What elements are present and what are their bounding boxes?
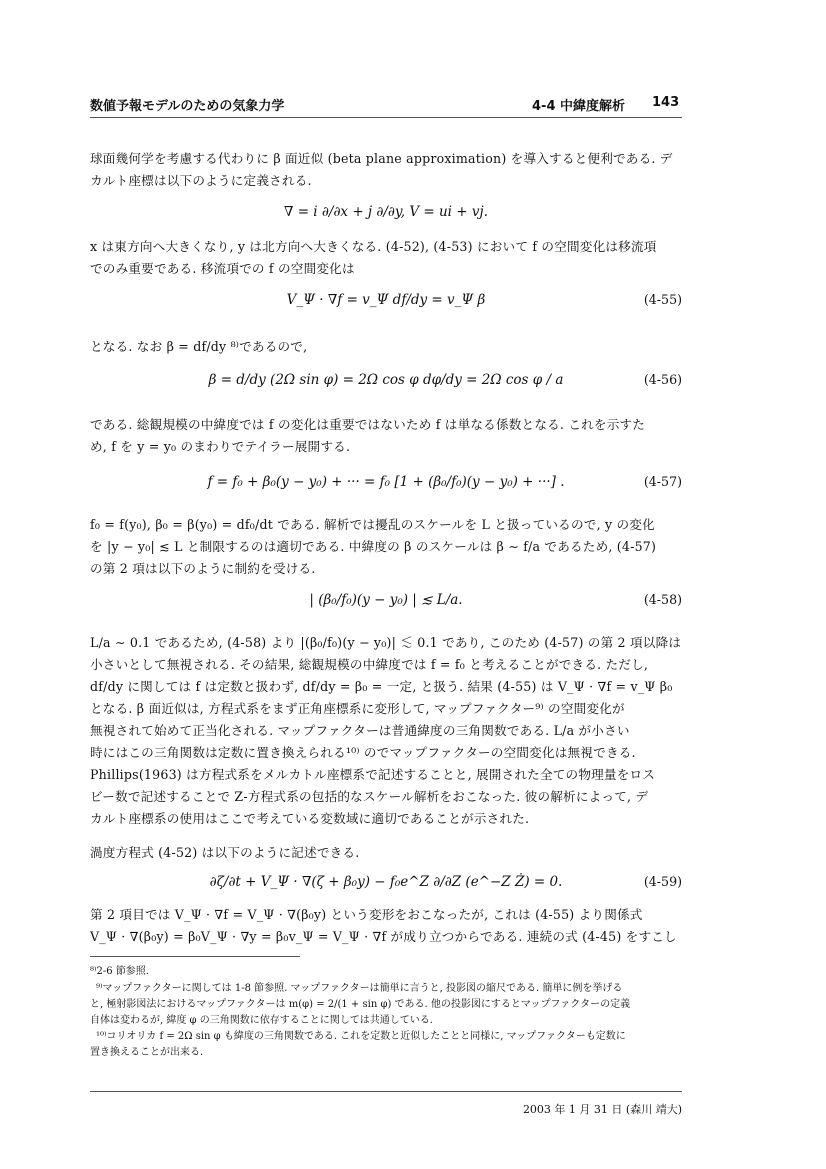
- text-line: を |y − y₀| ≲ L と制限するのは適切である. 中緯度の β のスケールは β ∼ f/a であるため, (4-57): [90, 539, 657, 554]
- text-line: カルト座標系の使用はここで考えている変数域に適切であることが示された.: [90, 811, 530, 826]
- equation-4-58: | (β₀/f₀)(y − y₀) | ≲ L/a.: [309, 592, 463, 608]
- footer-date-author: 2003 年 1 月 31 日 (森川 靖大): [522, 1103, 682, 1116]
- footnote: ¹⁰⁾コリオリカ f = 2Ω sin φ も緯度の三角関数である. これを定数と近似したことと同様に, マップファクターも定数に: [96, 1031, 626, 1042]
- text-line: 第 2 項目では V_Ψ · ∇f = V_Ψ · ∇(β₀y) という変形をおこなったが, これは (4-55) より関係式: [90, 907, 643, 922]
- footer-rule: [90, 1091, 682, 1092]
- text-line: でのみ重要である. 移流項での f の空間変化は: [90, 261, 355, 276]
- text-line: め, f を y = y₀ のまわりでテイラー展開する.: [90, 439, 351, 454]
- footnote-rule: [90, 956, 300, 957]
- text-line: の第 2 項は以下のように制約を受ける.: [90, 561, 316, 576]
- equation-number: (4-59): [643, 874, 682, 889]
- footnote: ⁸⁾2-6 節参照.: [90, 966, 149, 977]
- text-line: L/a ∼ 0.1 であるため, (4-58) より |(β₀/f₀)(y − y₀)| ≲ 0.1 であり, このため (4-57) の第 2 項以降は: [90, 635, 682, 650]
- text-line: x は東方向へ大きくなり, y は北方向へ大きくなる. (4-52), (4-53) において f の空間変化は移流項: [90, 239, 657, 254]
- equation-4-55: V_Ψ · ∇f = v_Ψ df/dy = v_Ψ β: [286, 292, 486, 308]
- text-line: ビー数で記述することで Z-方程式系の包括的なスケール解析をおこなった. 彼の解析によって, デ: [90, 789, 649, 804]
- text-line: 無視されて始めて正当化される. マップファクターは普通緯度の三角関数である. L/a が小さい: [90, 723, 630, 738]
- header-rule: [90, 117, 682, 118]
- equation-4-59: ∂ζ/∂t + V_Ψ · ∇(ζ + β₀y) − f₀e^Z ∂/∂Z (e^−Z Ż) = 0.: [209, 874, 563, 890]
- text-line: である. 総観規模の中緯度では f の変化は重要ではないため f は単なる係数となる. これを示すた: [90, 417, 646, 432]
- equation-cartesian: ∇ = i ∂/∂x + j ∂/∂y, V = ui + vj.: [283, 204, 488, 220]
- equation-number: (4-56): [643, 372, 682, 387]
- page-number: 143: [652, 95, 680, 110]
- section-title: 4-4 中緯度解析: [532, 99, 626, 114]
- running-title: 数値予報モデルのための気象力学: [90, 99, 285, 114]
- equation-4-56: β = d/dy (2Ω sin φ) = 2Ω cos φ dφ/dy = 2Ω cos φ / a: [208, 372, 564, 388]
- text-line: 渦度方程式 (4-52) は以下のように記述できる.: [90, 845, 360, 860]
- footnote: と, 極射影図法におけるマップファクターは m(φ) = 2/(1 + sin φ) である. 他の投影図にするとマップファクターの定義: [90, 999, 631, 1010]
- text-line: となる. なお β = df/dy ⁸⁾であるので,: [90, 339, 308, 354]
- equation-number: (4-58): [643, 592, 682, 607]
- text-line: Phillips(1963) は方程式系をメルカトル座標系で記述することと, 展開された全ての物理量をロス: [90, 767, 656, 782]
- footnote: ⁹⁾マップファクターに関しては 1-8 節参照. マップファクターは簡単に言うと, 投影図の縮尺である. 簡単に例を挙げる: [96, 983, 623, 994]
- text-line: 時にはこの三角関数は定数に置き換えられる¹⁰⁾ のでマップファクターの空間変化は無視できる.: [90, 745, 636, 760]
- footnote: 置き換えることが出来る.: [90, 1047, 204, 1058]
- equation-number: (4-57): [643, 474, 682, 489]
- text-line: df/dy に関しては f は定数と扱わず, df/dy = β₀ = 一定, と扱う. 結果 (4-55) は V_Ψ · ∇f = v_Ψ β₀: [90, 679, 673, 694]
- text-line: 球面幾何学を考慮する代わりに β 面近似 (beta plane approximation) を導入すると便利である. デ: [90, 151, 673, 166]
- footnote: 自体は変わるが, 緯度 φ の三角関数に依存することに関しては共通している.: [90, 1015, 433, 1026]
- text-line: となる. β 面近似は, 方程式系をまず正角座標系に変形して, マップファクター⁹⁾ の空間変化が: [90, 701, 625, 716]
- text-line: V_Ψ · ∇(β₀y) = β₀V_Ψ · ∇y = β₀v_Ψ = V_Ψ · ∇f が成り立つからである. 連続の式 (4-45) をすこし: [90, 929, 677, 944]
- text-line: カルト座標は以下のように定義される.: [90, 173, 312, 188]
- text-line: 小さいとして無視される. その結果, 総観規模の中緯度では f = f₀ と考えることができる. ただし,: [90, 657, 649, 672]
- equation-4-57: f = f₀ + β₀(y − y₀) + ··· = f₀ [1 + (β₀/f₀)(y − y₀) + ···] .: [207, 474, 565, 490]
- text-line: f₀ = f(y₀), β₀ = β(y₀) = df₀/dt である. 解析では擾乱のスケールを L と扱っているので, y の変化: [90, 517, 655, 532]
- equation-number: (4-55): [643, 292, 682, 307]
